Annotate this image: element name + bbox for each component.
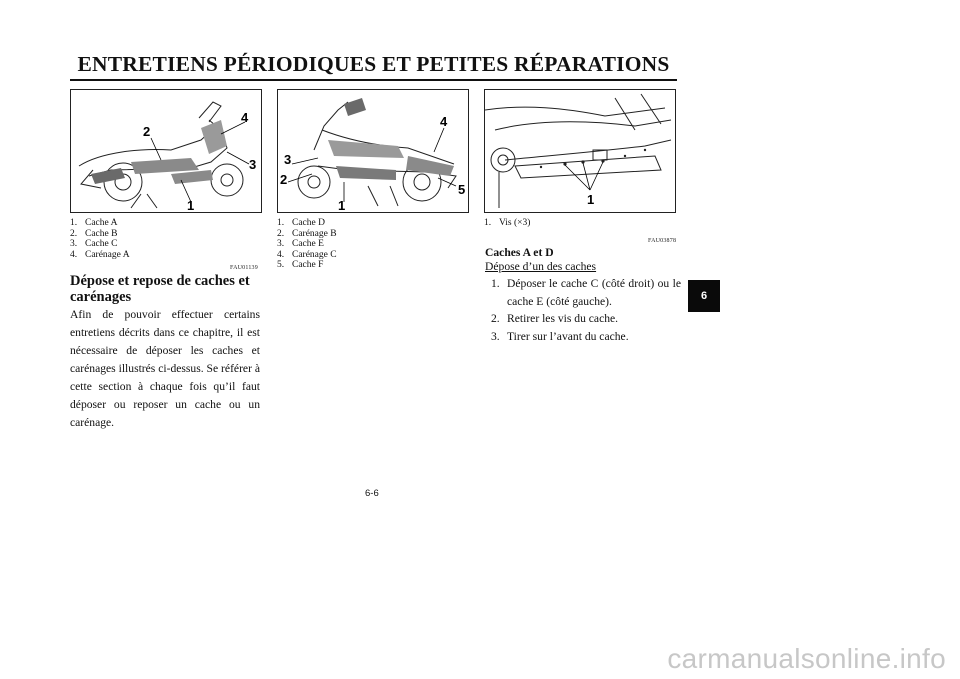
section-body: Afin de pouvoir effectuer certains entretiens décrits dans ce chapitre, il est nécessaire de déposer les caches et carénages illustrés ci-dessus. Se référer à cette section à chaque fois qu’il faut déposer ou reposer un cache ou un carénage. xyxy=(70,308,260,429)
callout-3: 3 xyxy=(284,152,292,167)
caption-item: 1. Cache D xyxy=(277,218,325,228)
figure-scooter-left-side xyxy=(277,89,469,213)
caption-item: 1. Cache A xyxy=(70,218,118,228)
watermark: carmanualsonline.info xyxy=(667,643,946,674)
callout-1: 1 xyxy=(338,198,346,212)
callout-2: 2 xyxy=(280,172,288,187)
callout-5: 5 xyxy=(458,182,466,197)
callout-2: 2 xyxy=(143,124,151,139)
caption-item: 2. Cache B xyxy=(70,228,118,239)
figure-cover-screws-closeup xyxy=(484,89,676,213)
header-rule xyxy=(70,79,677,81)
scooter-illustration-1 xyxy=(71,90,261,212)
caption-item: 4. Carénage A xyxy=(70,249,130,260)
caption-list-2 xyxy=(277,218,337,271)
callout-4: 4 xyxy=(440,114,448,129)
step-item: 3. Tirer sur l’avant du cache. xyxy=(491,329,629,343)
caption-item: 4. Carénage C xyxy=(277,249,337,260)
step-item: 1. Déposer le cache C (côté droit) ou le cache E (côté gauche). xyxy=(491,277,681,308)
section-title: Dépose et repose de caches et carénages xyxy=(70,273,250,305)
caption-item: 1. Vis (×3) xyxy=(484,218,531,228)
caption-list-3 xyxy=(484,218,530,229)
page-number: 6-6 xyxy=(365,488,379,499)
callout-3: 3 xyxy=(249,157,257,172)
callout-4: 4 xyxy=(241,110,249,125)
step-item: 2. Retirer les vis du cache. xyxy=(491,312,619,325)
callout-1: 1 xyxy=(187,198,195,212)
cover-closeup-illustration xyxy=(485,90,675,212)
section-title: Caches A et D xyxy=(485,246,554,259)
caption-item: 3. Cache E xyxy=(277,239,324,250)
chapter-tab: 6 xyxy=(688,280,720,312)
caption-item: 2. Carénage B xyxy=(277,228,337,239)
figure-scooter-right-side xyxy=(70,89,262,213)
caption-list-1 xyxy=(70,218,130,260)
page-header-title: ENTRETIENS PÉRIODIQUES ET PETITES RÉPARATIONS xyxy=(77,52,670,76)
reference-code: FAU03878 xyxy=(648,238,677,244)
reference-code: FAU01139 xyxy=(230,265,258,271)
caption-item: 5. Cache F xyxy=(277,260,324,271)
section-subtitle: Dépose d’un des caches xyxy=(485,260,597,273)
callout-1: 1 xyxy=(587,192,595,207)
caption-item: 3. Cache C xyxy=(70,239,118,250)
steps-list xyxy=(485,275,681,345)
scooter-illustration-2 xyxy=(278,90,468,212)
